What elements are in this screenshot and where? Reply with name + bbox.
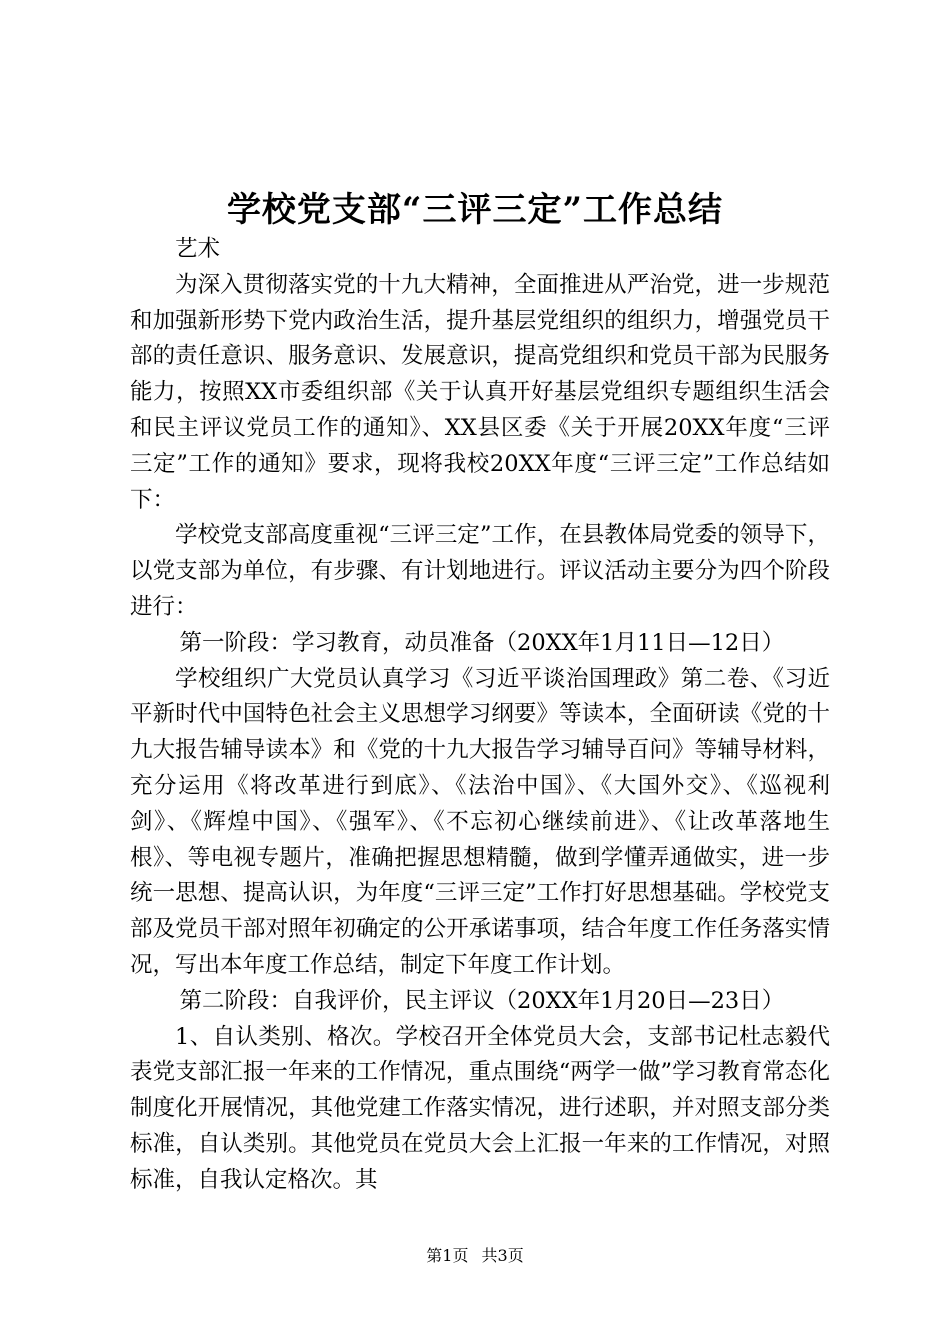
document-body [130, 232, 830, 1199]
stage-one-heading: 第一阶段：学习教育，动员准备（20XX年1月11日—12日） [179, 629, 785, 656]
author-line: 艺术 [175, 236, 221, 262]
paragraph-intro: 为深入贯彻落实党的十九大精神，全面推进从严治党，进一步规范和加强新形势下党内政治生活，提升基层党组织的组织力，增强党员干部的责任意识、服务意识、发展意识，提高党组织和党员干部为民服务能力，按照XX市委组织部《关于认真开好基层党组织专题组织生活会和民主评议党员工作的通知》、XX县区委《关于开展20XX年度“三评三定”工作的通知》要求，现将我校20XX年度“三评三定”工作总结如下： [130, 271, 830, 513]
page-footer [0, 1243, 950, 1266]
page-total: 共3页 [481, 1246, 524, 1265]
paragraph-stage-one: 学校组织广大党员认真学习《习近平谈治国理政》第二卷、《习近平新时代中国特色社会主义思想学习纲要》等读本，全面研读《党的十九大报告辅导读本》和《党的十九大报告学习辅导百问》等辅导材料，充分运用《将改革进行到底》、《法治中国》、《大国外交》、《巡视利剑》、《辉煌中国》、《强军》、《不忘初心继续前进》、《让改革落地生根》、等电视专题片，准确把握思想精髓，做到学懂弄通做实，进一步统一思想、提高认识，为年度“三评三定”工作打好思想基础。学校党支部及党员干部对照年初确定的公开承诺事项，结合年度工作任务落实情况，写出本年度工作总结，制定下年度工作计划。 [130, 665, 830, 978]
stage-two-heading: 第二阶段：自我评价，民主评议（20XX年1月20日—23日） [179, 987, 785, 1014]
document-title: 学校党支部“三评三定”工作总结 [226, 190, 724, 230]
page-number: 第1页 [426, 1246, 469, 1265]
paragraph-overview: 学校党支部高度重视“三评三定”工作，在县教体局党委的领导下，以党支部为单位，有步骤、有计划地进行。评议活动主要分为四个阶段进行： [130, 522, 830, 620]
paragraph-stage-two: 1、自认类别、格次。学校召开全体党员大会，支部书记杜志毅代表党支部汇报一年来的工作情况，重点围绕“两学一做”学习教育常态化制度化开展情况，其他党建工作落实情况，进行述职，并对照支部分类标准，自认类别。其他党员在党员大会上汇报一年来的工作情况，对照标准，自我认定格次。其 [130, 1023, 830, 1193]
